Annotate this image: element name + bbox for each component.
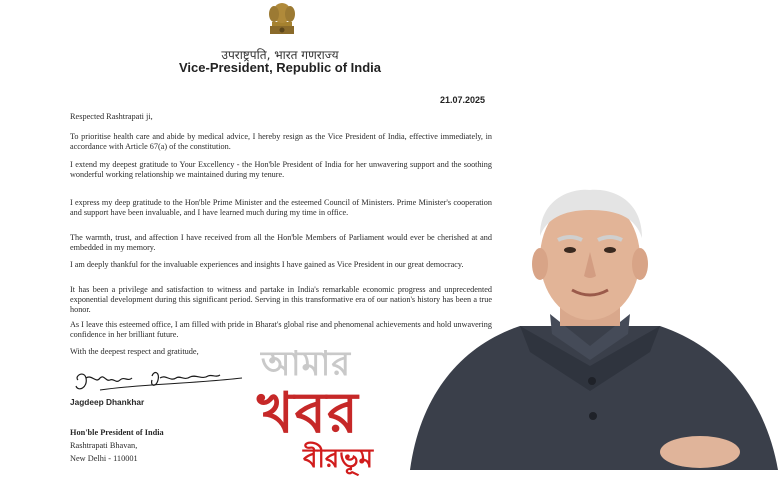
portrait-photo bbox=[400, 176, 780, 470]
letterhead-hindi-title: उपराष्ट्रपति, भारत गणराज्य bbox=[221, 48, 339, 62]
closing-line: With the deepest respect and gratitude, bbox=[70, 347, 199, 356]
paragraph-3: I express my deep gratitude to the Hon'ble Prime Minister and the esteemed Council of Ministers. Prime Minister's cooperation and support have been invaluable, and I have learned much during my time in office. bbox=[70, 198, 492, 218]
paragraph-1: To prioritise health care and abide by medical advice, I hereby resign as the Vice President of India, effective immediately, in accordance with Article 67(a) of the constitution. bbox=[70, 132, 492, 152]
paragraph-4: The warmth, trust, and affection I have received from all the Hon'ble Members of Parliament would ever be cherished at and embedded in my memory. bbox=[70, 233, 492, 253]
watermark-line-2: খবর bbox=[257, 381, 359, 446]
paragraph-5: I am deeply thankful for the invaluable experiences and insights I have gained as Vice President in our great democracy. bbox=[70, 260, 464, 269]
news-watermark-logo bbox=[255, 338, 435, 474]
salutation: Respected Rashtrapati ji, bbox=[70, 112, 153, 121]
handwritten-signature bbox=[70, 366, 250, 396]
recipient-city: New Delhi - 110001 bbox=[70, 454, 138, 463]
national-emblem-icon bbox=[262, 0, 302, 38]
letterhead-title: Vice-President, Republic of India bbox=[178, 60, 382, 75]
recipient-title: Hon'ble President of India bbox=[70, 428, 164, 437]
paragraph-6: It has been a privilege and satisfaction to witness and partake in India's remarkable economic progress and unprecedented exponential development during this significant period. Serving in this transformative era of our nation's history has been a true honor. bbox=[70, 285, 492, 315]
letter-date: 21.07.2025 bbox=[440, 95, 486, 105]
signer-name: Jagdeep Dhankhar bbox=[70, 397, 145, 407]
watermark-line-1: আমার bbox=[261, 344, 352, 384]
watermark-line-3: বীরভূম bbox=[303, 444, 374, 474]
recipient-address-line: Rashtrapati Bhavan, bbox=[70, 441, 138, 450]
paragraph-7: As I leave this esteemed office, I am filled with pride in Bharat's global rise and phenomenal achievements and hold unwavering confidence in her brilliant future. bbox=[70, 320, 492, 340]
paragraph-2: I extend my deepest gratitude to Your Excellency - the Hon'ble President of India for her unwavering support and the soothing wonderful working relationship we maintained during my tenure. bbox=[70, 160, 492, 180]
